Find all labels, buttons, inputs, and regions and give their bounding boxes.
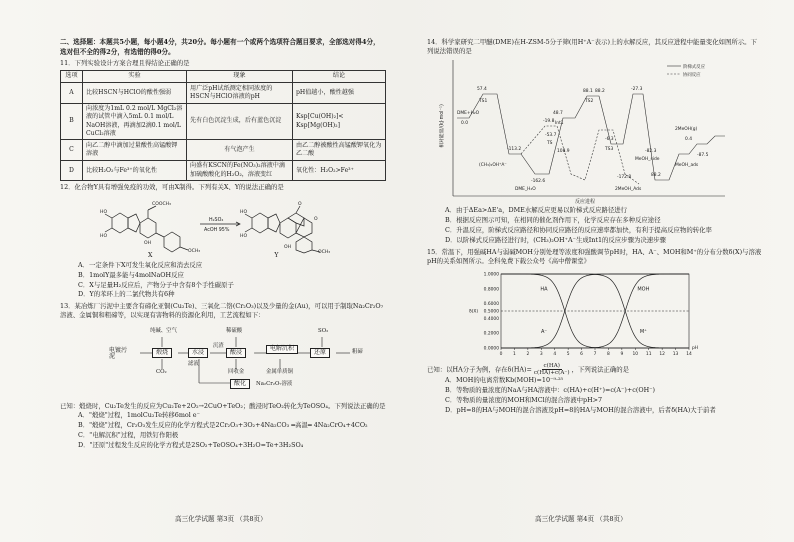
q13-option-a: A．"煅烧"过程，1molCu₂Te转移6mol e⁻ xyxy=(78,410,200,419)
flow-arrows xyxy=(60,323,386,399)
svg-text:Int1: Int1 xyxy=(555,120,564,126)
x-tick-label: 4 xyxy=(553,351,557,357)
energy-profile-chart xyxy=(435,56,735,204)
flow-slag: 沉渣 xyxy=(213,343,224,350)
x-tick-label: 13 xyxy=(672,351,679,357)
q14-option-b: B．根据反应图示可知，在相同的催化剂作用下，化学反应存在多种反应途径 xyxy=(445,216,661,225)
row-phenomenon: 有气泡产生 xyxy=(187,140,293,160)
q13-option-d: D．"还原"过程发生反应的化学方程式是2SO₂+TeOSO₄+3H₂O=Te+3H₂SO₄ xyxy=(78,440,304,449)
flow-recover-au: 回收金 xyxy=(228,369,245,376)
svg-text:HO: HO xyxy=(240,210,248,216)
row-option: A xyxy=(61,83,83,103)
flow-na2cr: Na₂Cr₂O₇溶液 xyxy=(256,381,293,388)
svg-text:COOCH₃: COOCH₃ xyxy=(152,202,171,208)
x-tick-label: 10 xyxy=(632,351,639,357)
svg-text:-82.3: -82.3 xyxy=(645,148,657,154)
row-experiment: 向乙二醇中滴加过量酸性高锰酸钾溶液 xyxy=(83,140,187,160)
energy-ylabel: 相对能量/(kJ·mol⁻¹) xyxy=(440,103,445,148)
svg-text:(CH₃)₂OH⁺A⁻: (CH₃)₂OH⁺A⁻ xyxy=(479,162,507,168)
svg-text:88.2: 88.2 xyxy=(651,172,661,178)
svg-text:TS2: TS2 xyxy=(585,98,594,104)
flow-calcine: 煅烧 xyxy=(152,348,172,358)
x-tick-label: 7 xyxy=(593,351,597,357)
q14-stem: 14．科学家研究二甲醚(DME)在H-ZSM-5分子筛(用H⁺A⁻表示)上的水解反应，其反应进程中能量变化如图所示。下列说法错误的是 xyxy=(427,38,757,55)
left-column xyxy=(60,38,386,451)
y-tick-label: 0.2000 xyxy=(483,331,499,337)
x-tick-label: 12 xyxy=(659,351,665,357)
q15-option-c: C．等物质的量浓度的MOH和MCl的混合溶液中pH>7 xyxy=(445,395,603,404)
header-option: 选项 xyxy=(61,70,83,82)
svg-text:-19.8: -19.8 xyxy=(543,118,555,124)
q11-table xyxy=(60,70,386,181)
y-tick-label: 0.0000 xyxy=(483,346,499,352)
row-phenomenon: 用广泛pH试纸测定相同浓度的HSCN与HClO溶液的pH xyxy=(187,83,293,103)
reagent-top: H₂SO₄ xyxy=(209,218,224,224)
svg-text:TS3: TS3 xyxy=(605,146,614,152)
x-tick-label: 3 xyxy=(539,351,543,357)
q12-option-a: A．一定条件下X可发生氧化反应和消去反应 xyxy=(78,260,203,269)
x-tick-label: 8 xyxy=(607,351,610,357)
row-conclusion: 由乙二醇被酸性高锰酸钾氧化为乙二酸 xyxy=(293,140,386,160)
flow-input: 电镀污泥 xyxy=(109,347,128,361)
flow-soda: 纯碱、空气 xyxy=(150,328,177,335)
q12-option-c: C．X与足量H₂反应后，产物分子中含有8个手性碳原子 xyxy=(78,280,234,289)
series-label: MOH xyxy=(637,286,650,293)
header-phenomenon: 现象 xyxy=(187,70,293,82)
svg-text:O: O xyxy=(298,202,302,208)
svg-text:0.4: 0.4 xyxy=(685,136,692,142)
flow-co2: CO₂ xyxy=(156,369,167,376)
x-tick-label: 1 xyxy=(513,351,516,357)
flow-reduce: 还原 xyxy=(310,348,330,358)
label-x: X xyxy=(148,252,153,260)
svg-text:OH: OH xyxy=(284,245,292,251)
molecule-drawing xyxy=(100,196,350,254)
x-tick-label: 0 xyxy=(499,351,503,357)
svg-text:HO: HO xyxy=(100,210,108,216)
row-option: D xyxy=(61,160,83,180)
table-row xyxy=(61,160,386,180)
flow-cu: 金属单质铜 xyxy=(266,369,293,376)
row-conclusion: 氧化性：H₂O₂>Fe³⁺ xyxy=(293,160,386,180)
right-column xyxy=(427,38,763,416)
x-tick-label: 6 xyxy=(580,351,583,357)
svg-text:MeOH_side: MeOH_side xyxy=(635,156,660,162)
fraction-denominator: c(HA)+c(A⁻) xyxy=(533,369,570,376)
q15-stem: 15．常温下，用强碱HA与弱碱MOH分别处理等浓度和强酸调节pH时，HA、A⁻、MOH和M⁺的分布分数δ(X)与溶液pH的关系如图所示。全科免费下载公众号《高中僧课堂》 xyxy=(427,248,762,265)
svg-text:O: O xyxy=(314,217,318,223)
q15-option-a: A．MOH的电离常数Kb(MOH)=10⁻⁹·²⁵ xyxy=(445,375,564,384)
row-phenomenon: 先有白色沉淀生成，后有蓝色沉淀 xyxy=(187,103,293,140)
q14-option-c: C．升温反应，阶梯式反应路径和协同反应路径的反应速率都加快，有利于提高反应物的转化率 xyxy=(445,226,712,235)
y-tick-label: 0.6000 xyxy=(483,301,499,307)
svg-text:88.1: 88.1 xyxy=(583,88,593,94)
svg-text:-113.2: -113.2 xyxy=(507,146,522,152)
flow-filtrate: 滤液 xyxy=(188,361,199,368)
svg-text:-53.7: -53.7 xyxy=(545,132,557,138)
svg-text:0.0: 0.0 xyxy=(461,120,468,126)
q15-note-prefix: 已知：以HA分子为例，存在δ(HA)= xyxy=(427,365,532,374)
series-label: A⁻ xyxy=(540,329,548,336)
svg-text:OCH₃: OCH₃ xyxy=(318,250,331,255)
process-flow xyxy=(60,323,386,399)
table-row xyxy=(61,103,386,140)
q15-option-d: D．pH=8的HA与MOH的混合溶液及pH=8的HA与MOH的混合溶液中，后者δ(HA)大于前者 xyxy=(445,405,716,414)
x-tick-label: 2 xyxy=(526,351,530,357)
svg-text:DME_H₂O: DME_H₂O xyxy=(515,186,536,192)
x-tick-label: 9 xyxy=(620,351,624,357)
svg-text:57.4: 57.4 xyxy=(477,86,487,92)
q13-stem: 13．某冶炼厂污泥中主要含有碲化亚铜(Cu₂Te)、三氧化二铬(Cr₂O₃)以及少量的金(Au)，可以用于制取Na₂Cr₂O₇溶液、金属铜和粗碲等，以实现有害物料的资源化利用，工艺流程如下： xyxy=(60,302,384,320)
svg-text:-27.3: -27.3 xyxy=(631,86,643,92)
flow-crude-te: 粗碲 xyxy=(352,349,363,356)
q14-option-a: A．由于ΔEa>ΔE'a，DME水解反应更易以阶梯式反应路径进行 xyxy=(445,206,628,215)
header-conclusion: 结论 xyxy=(293,70,386,82)
svg-text:OH: OH xyxy=(144,241,152,247)
table-row xyxy=(61,140,386,160)
row-experiment: 比较HSCN与HClO的酸性强弱 xyxy=(83,83,187,103)
label-y: Y xyxy=(274,252,279,260)
svg-text:2MeOH_Ads: 2MeOH_Ads xyxy=(615,186,642,192)
q13-option-b: B．"煅烧"过程，Cr₂O₃发生反应的化学方程式是2Cr₂O₃+3O₂+4Na₂CO₃ ═高温═ 4Na₂CrO₄+4CO₂ xyxy=(78,420,368,429)
fraction-numerator: c(HA) xyxy=(543,362,560,369)
row-conclusion: Ksp[Cu(OH)₂]< Ksp[Mg(OH)₂] xyxy=(293,103,386,140)
svg-text:48.7: 48.7 xyxy=(553,110,563,116)
svg-text:-6.3: -6.3 xyxy=(605,136,614,142)
svg-text:HO: HO xyxy=(240,234,248,240)
q11-stem: 11．下列实验设计方案合理且得结论正确的是 xyxy=(60,59,190,68)
svg-text:HO: HO xyxy=(100,234,108,240)
q15-fraction xyxy=(534,363,570,376)
y-tick-label: 1.0000 xyxy=(483,272,499,278)
x-tick-label: 11 xyxy=(645,351,652,357)
reagent-bottom: AcOH 95% xyxy=(204,228,230,234)
header-experiment: 实验 xyxy=(83,70,187,82)
flow-so2: SO₂ xyxy=(318,328,329,335)
row-phenomenon: 向盛有KSCN的Fe(NO₃)₂溶液中滴加硫酸酸化的H₂O₂，溶液变红 xyxy=(187,160,293,180)
q12-stem: 12．化合物Y具有增强免疫的功效，可由X制得。下列有关X、Y的说法正确的是 xyxy=(60,183,284,192)
series-label: HA xyxy=(540,286,548,293)
legend-stepwise: 阶梯式反应 xyxy=(683,64,705,70)
q15-note xyxy=(427,363,763,376)
legend-concerted: 协同反应 xyxy=(683,72,701,78)
y-tick-label: 0.4000 xyxy=(483,316,499,322)
reaction-scheme xyxy=(100,196,386,254)
x-tick-label: 14 xyxy=(686,351,692,357)
row-experiment: 比较H₂O₂与Fe³⁺的氧化性 xyxy=(83,160,187,180)
row-experiment: 向浓度为1mL 0.2 mol/L MgCl₂溶液的试管中滴入5mL 0.1 mol/L NaOH溶液，再滴加2滴0.1 mol/L CuCl₂溶液 xyxy=(83,103,187,140)
flow-acidify: 酸化 xyxy=(230,379,250,389)
row-option: B xyxy=(61,103,83,140)
svg-text:-87.5: -87.5 xyxy=(697,152,709,158)
table-row xyxy=(61,83,386,103)
q13-option-c: C．"电解沉积"过程，用铁钉作阳极 xyxy=(78,430,179,439)
q15-note-suffix: ，下列说法正确的是 xyxy=(571,365,630,374)
y-tick-label: 0.5000 xyxy=(483,309,499,315)
svg-text:108.9: 108.9 xyxy=(557,148,570,154)
svg-text:2MeOH(g): 2MeOH(g) xyxy=(675,126,698,132)
flow-sulfuric: 稀硫酸 xyxy=(226,328,243,335)
table-header-row xyxy=(61,70,386,82)
svg-text:-162.6: -162.6 xyxy=(531,178,546,184)
footer-page-3: 高三化学试题 第3页 （共8页） xyxy=(175,515,267,523)
svg-text:MeOH_ads: MeOH_ads xyxy=(675,162,699,168)
y-axis-label: δ(X) xyxy=(469,309,479,315)
row-option: C xyxy=(61,140,83,160)
section-heading: 二、选择题：本题共5小题，每小题4分，共20分。每小题有一个或两个选项符合题目要求，全部选对得4分，选对但不全的得2分，有选错的得0分。 xyxy=(60,38,380,56)
energy-xlabel: 反应进程 xyxy=(574,198,596,204)
svg-text:DME+H₂O: DME+H₂O xyxy=(457,110,480,116)
svg-text:88.2: 88.2 xyxy=(595,88,605,94)
q12-option-b: B．1molY最多能与4molNaOH反应 xyxy=(78,270,184,279)
x-tick-label: 5 xyxy=(566,351,570,357)
flow-acid: 酸浸 xyxy=(226,348,246,358)
flow-leach: 水浸 xyxy=(188,348,208,358)
distribution-chart xyxy=(467,268,707,360)
svg-text:TS: TS xyxy=(547,140,553,146)
q12-option-d: D．Y的苯环上的二氯代物共有6种 xyxy=(78,290,175,299)
flow-electro: 电解沉积 xyxy=(266,345,298,354)
row-conclusion: pH值越小，酸性越强 xyxy=(293,83,386,103)
series-label: M⁺ xyxy=(639,329,647,336)
svg-text:TS1: TS1 xyxy=(479,98,488,104)
q15-option-b: B．等物质的量浓度的NaA与HA溶液中：c(HA)+c(H⁺)=c(A⁻)+c(OH⁻) xyxy=(445,385,656,394)
svg-text:-172.8: -172.8 xyxy=(617,174,632,180)
footer-page-4: 高三化学试题 第4页 （共8页） xyxy=(535,515,627,523)
q14-option-d: D．以阶梯式反应路径进行时，(CH₃)₂OH⁺A⁻生成Int1的反应步骤为决速步骤 xyxy=(445,236,666,245)
q13-note: 已知：煅烧时，Cu₂Te发生的反应为Cu₂Te+2O₂→2CuO+TeO₂；酸浸时TeO₂转化为TeOSO₄。下列说法正确的是 xyxy=(60,402,386,411)
y-tick-label: 0.8000 xyxy=(483,287,499,293)
svg-text:OCH₃: OCH₃ xyxy=(188,249,201,255)
x-axis-label: pH xyxy=(692,345,699,351)
